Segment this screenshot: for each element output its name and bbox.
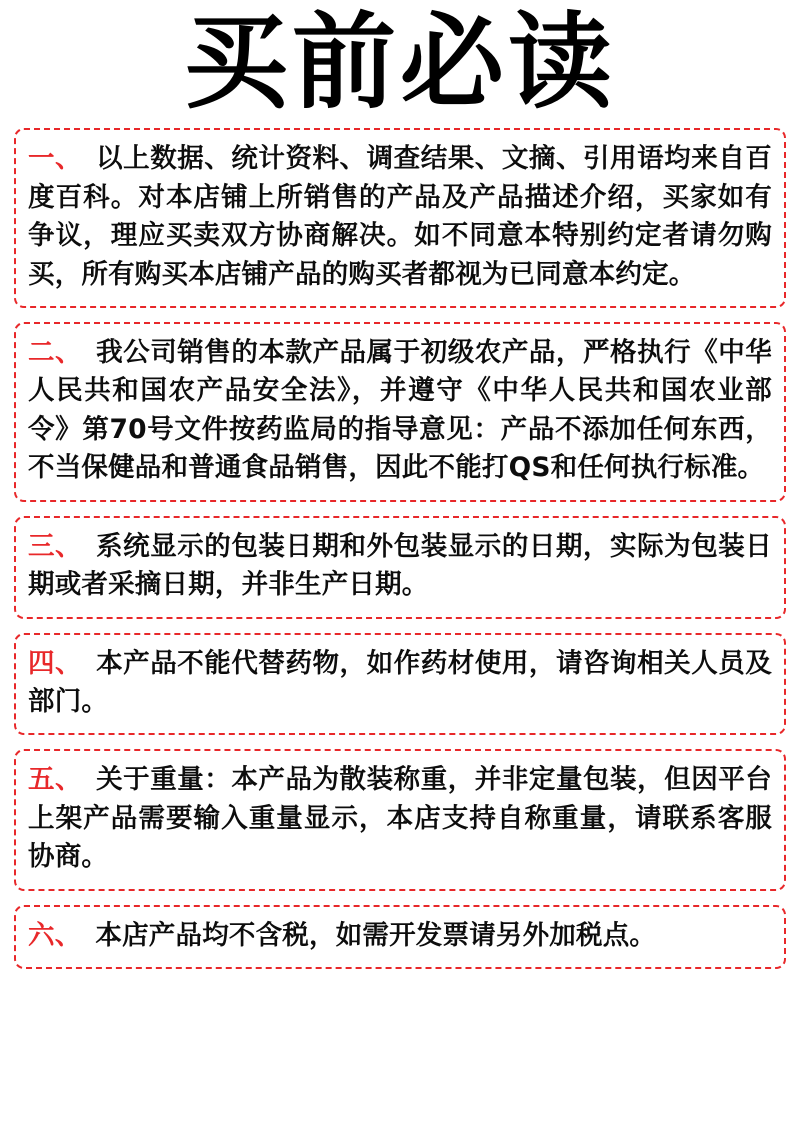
notice-paragraph [28, 761, 772, 876]
notice-item [14, 905, 786, 969]
notice-item [14, 322, 786, 502]
notice-text: 以上数据、统计资料、调查结果、文摘、引用语均来自百度百科。对本店铺上所销售的产品及产品描述介绍，买家如有争议，理应买卖双方协商解决。如不同意本特别约定者请勿购买，所有购买本店铺产品的购买者都视为已同意本约定。 [28, 143, 773, 290]
notice-item [14, 749, 786, 890]
notice-item [14, 633, 786, 736]
notice-number: 六、 [28, 919, 82, 951]
notice-paragraph [28, 645, 772, 722]
notice-item [14, 128, 786, 308]
notice-paragraph [28, 917, 772, 955]
document-page [0, 2, 800, 1142]
notice-text: 本店产品均不含税，如需开发票请另外加税点。 [95, 919, 657, 951]
notice-paragraph [28, 528, 772, 605]
notice-number: 二、 [28, 337, 83, 368]
notice-text: 关于重量：本产品为散装称重，并非定量包装，但因平台上架产品需要输入重量显示，本店支持自称重量，请联系客服协商。 [28, 764, 773, 873]
notice-number: 一、 [28, 143, 83, 175]
notice-paragraph [28, 140, 772, 294]
notice-number: 四、 [28, 647, 83, 679]
notice-paragraph [28, 334, 772, 488]
notice-text: 我公司销售的本款产品属于初级农产品，严格执行《中华人民共和国农产品安全法》，并遵守《中华人民共和国农业部令》第70号文件按药监局的指导意见：产品不添加任何东西，不当保健品和普通食品销售，因此不能打QS和任何执行标准。 [28, 337, 773, 484]
notice-text: 本产品不能代替药物，如作药材使用，请咨询相关人员及部门。 [28, 647, 773, 717]
notice-text: 系统显示的包装日期和外包装显示的日期，实际为包装日期或者采摘日期，并非生产日期。 [28, 530, 773, 601]
page-title: 买前必读 [183, 0, 616, 123]
notice-number: 三、 [28, 530, 83, 562]
notice-item [14, 516, 786, 619]
notice-number: 五、 [28, 764, 83, 796]
